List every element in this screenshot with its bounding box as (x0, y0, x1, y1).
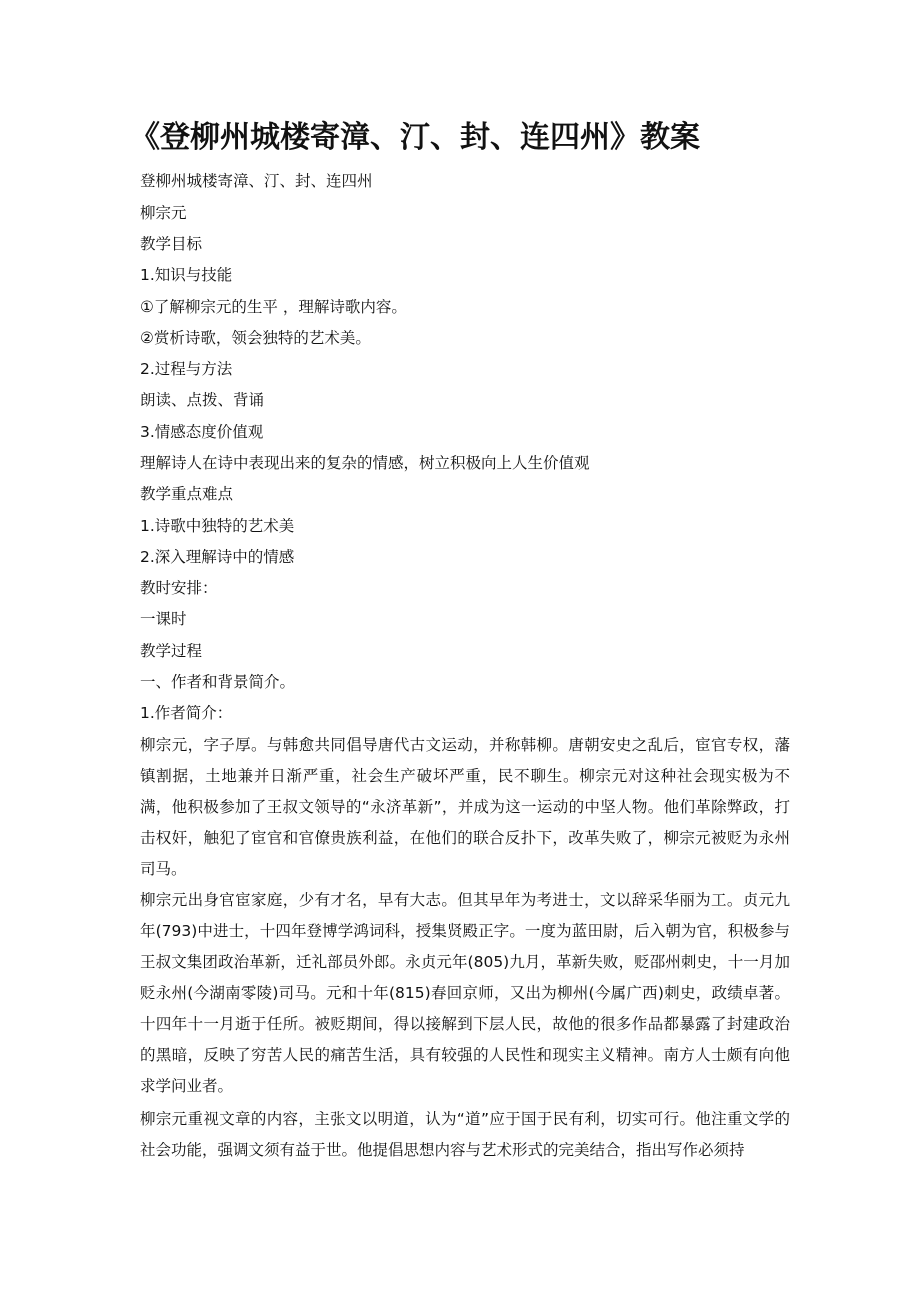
body-paragraph: 柳宗元重视文章的内容，主张文以明道，认为“道”应于国于民有利，切实可行。他注重文学的社会功能，强调文须有益于世。他提倡思想内容与艺术形式的完美结合，指出写作必须持 (140, 1110, 790, 1159)
list-item: 1.诗歌中独特的艺术美 (140, 517, 295, 535)
poem-title-line: 登柳州城楼寄漳、汀、封、连四州 (140, 172, 373, 190)
section-heading: 教学重点难点 (140, 485, 234, 503)
list-item: ①了解柳宗元的生平 ，理解诗歌内容。 (140, 298, 407, 316)
section-heading: 教时安排： (140, 579, 218, 597)
subsection-heading: 1.作者简介： (140, 704, 233, 722)
document-title: 《登柳州城楼寄漳、汀、封、连四州》教案 (130, 120, 700, 155)
list-item: 理解诗人在诗中表现出来的复杂的情感，树立积极向上人生价值观 (140, 454, 590, 472)
list-item: 3.情感态度价值观 (140, 423, 264, 441)
list-item: 2.过程与方法 (140, 360, 233, 378)
list-item: 2.深入理解诗中的情感 (140, 548, 295, 566)
list-item: 1.知识与技能 (140, 266, 233, 284)
body-paragraph: 柳宗元出身官宦家庭，少有才名，早有大志。但其早年为考进士，文以辞采华丽为工。贞元九年(793)中进士，十四年登博学鸿词科，授集贤殿正字。一度为蓝田尉，后入朝为官，积极参与王叔文集团政治革新，迁礼部员外郎。永贞元年(805)九月，革新失败，贬邵州刺史，十一月加贬永州(今湖南零陵)司马。元和十年(815)春回京师，又出为柳州(今属广西)刺史，政绩卓著。十四年十一月逝于任所。被贬期间，得以接解到下层人民，故他的很多作品都暴露了封建政治的黑暗，反映了穷苦人民的痛苦生活，具有较强的人民性和现实主义精神。南方人士颇有向他求学问业者。 (140, 891, 790, 1095)
section-heading: 教学过程 (140, 642, 203, 660)
list-item: 朗读、点拨、背诵 (140, 391, 265, 409)
section-heading: 教学目标 (140, 235, 203, 253)
author-line: 柳宗元 (140, 204, 187, 222)
subsection-heading: 一、作者和背景简介。 (140, 673, 296, 691)
list-item: ②赏析诗歌，领会独特的艺术美。 (140, 329, 371, 347)
body-paragraph: 柳宗元，字子厚。与韩愈共同倡导唐代古文运动，并称韩柳。唐朝安史之乱后，宦官专权，藩镇割据，土地兼并日渐严重，社会生产破坏严重，民不聊生。柳宗元对这种社会现实极为不满，他积极参加了王叔文领导的“永济革新”，并成为这一运动的中坚人物。他们革除弊政，打击权奸，触犯了宦官和官僚贵族利益，在他们的联合反扑下，改革失败了，柳宗元被贬为永州司马。 (140, 736, 790, 878)
list-item: 一课时 (140, 610, 187, 628)
